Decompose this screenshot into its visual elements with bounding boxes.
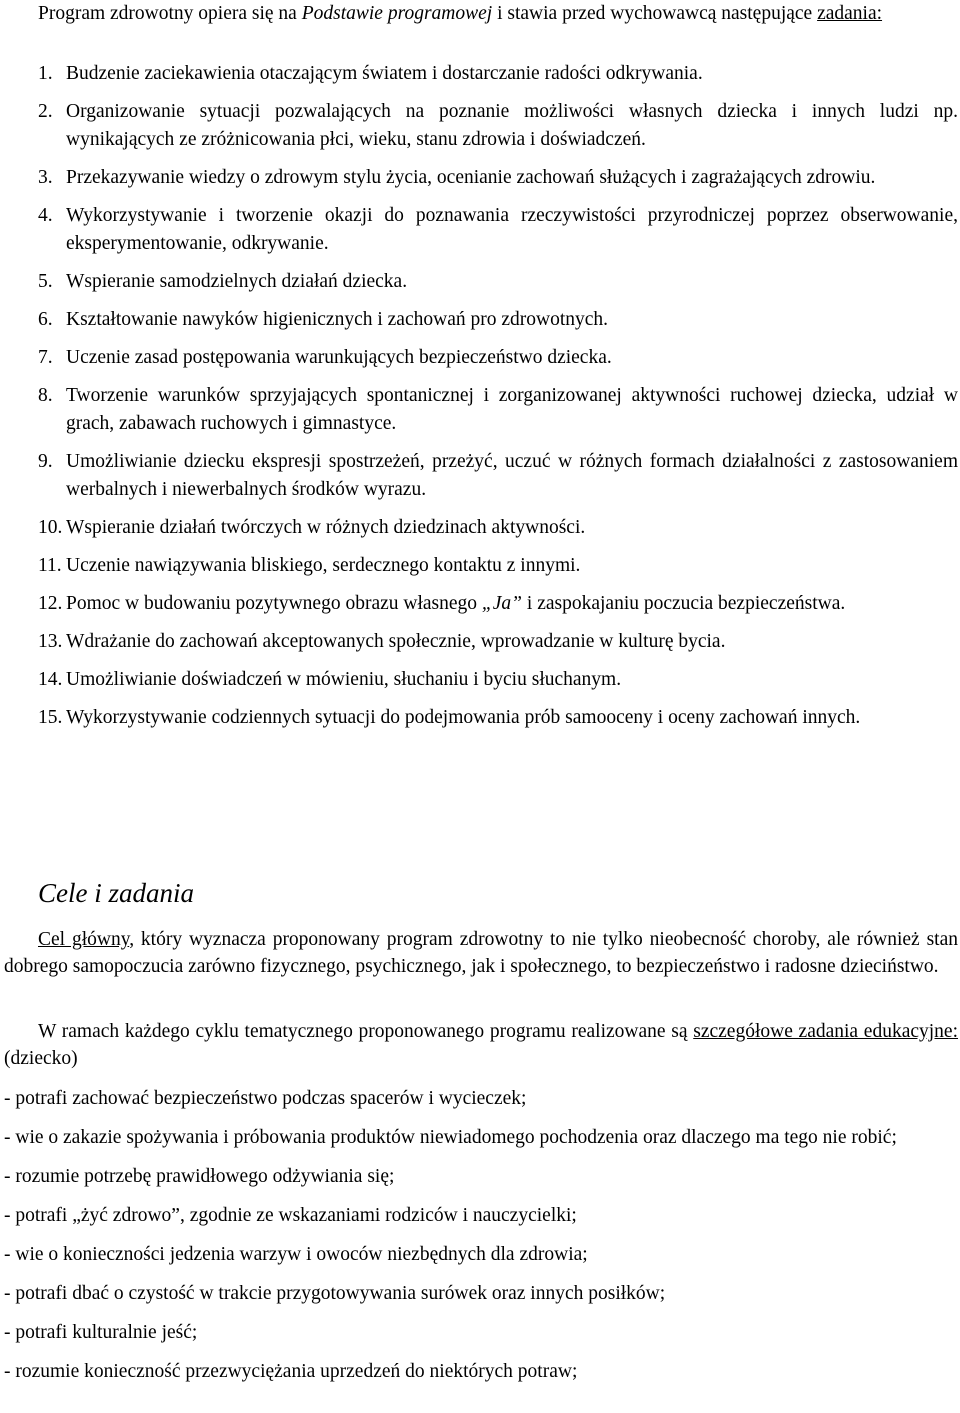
list-item — [38, 382, 958, 438]
list-item: - rozumie potrzebę prawidłowego odżywiania się; — [4, 1166, 395, 1187]
list-item: - wie o zakazie spożywania i próbowania produktów niewiadomego pochodzenia oraz dlaczego ma tego nie robić; — [4, 1127, 897, 1148]
list-item — [38, 514, 958, 542]
list-item: - potrafi zachować bezpieczeństwo podczas spacerów i wycieczek; — [4, 1088, 527, 1109]
list-item — [38, 552, 958, 580]
intro-underlined: zadania: — [817, 3, 883, 24]
item-text: Pomoc w budowaniu pozytywnego obrazu własnego — [66, 593, 482, 614]
intro-text-middle: i stawia przed wychowawcą następujące — [492, 3, 818, 24]
list-item — [38, 164, 958, 192]
item-number: 4. — [38, 205, 53, 226]
list-item — [38, 704, 958, 732]
item-number: 14. — [38, 669, 63, 690]
main-goal-paragraph — [4, 926, 958, 980]
list-item — [38, 448, 958, 504]
detailed-underlined: szczegółowe zadania edukacyjne: — [693, 1021, 959, 1042]
list-item: - potrafi kulturalnie jeść; — [4, 1322, 198, 1343]
item-number: 5. — [38, 271, 53, 292]
list-item — [38, 344, 958, 372]
goals-list — [4, 1085, 958, 1397]
item-number: 9. — [38, 451, 53, 472]
item-text: Wspieranie samodzielnych działań dziecka. — [66, 271, 408, 292]
item-number: 2. — [38, 101, 53, 122]
item-text: Przekazywanie wiedzy o zdrowym stylu życia, ocenianie zachowań służących i zagrażających zdrowiu. — [66, 167, 876, 188]
list-item — [38, 590, 958, 618]
item-text: Organizowanie sytuacji pozwalających na poznanie możliwości własnych dziecka i innych ludzi np. wynikających ze zróżnicowania płci, wieku, stanu zdrowia i doświadczeń. — [66, 101, 958, 150]
item-text: Kształtowanie nawyków higienicznych i zachowań pro zdrowotnych. — [66, 309, 609, 330]
item-number: 12. — [38, 593, 63, 614]
list-item — [38, 202, 958, 258]
list-item: - rozumie konieczność przezwyciężania uprzedzeń do niektórych potraw; — [4, 1361, 578, 1382]
intro-paragraph — [38, 0, 958, 28]
main-goal-label: Cel główny — [38, 929, 130, 950]
item-text-after: i zaspokajaniu poczucia bezpieczeństwa. — [522, 593, 846, 614]
item-number: 11. — [38, 555, 62, 576]
item-text: Umożliwianie doświadczeń w mówieniu, słuchaniu i byciu słuchanym. — [66, 669, 622, 690]
item-text: Uczenie nawiązywania bliskiego, serdecznego kontaktu z innymi. — [66, 555, 581, 576]
item-text: Budzenie zaciekawienia otaczającym światem i dostarczanie radości odkrywania. — [66, 63, 703, 84]
detailed-text-end: (dziecko) — [4, 1048, 78, 1069]
list-item — [38, 666, 958, 694]
item-text: Wspieranie działań twórczych w różnych dziedzinach aktywności. — [66, 517, 586, 538]
list-item: - potrafi „żyć zdrowo”, zgodnie ze wskazaniami rodziców i nauczycielki; — [4, 1205, 577, 1226]
item-number: 7. — [38, 347, 53, 368]
task-list — [38, 60, 958, 742]
item-text: Wykorzystywanie codziennych sytuacji do podejmowania prób samooceny i oceny zachowań innych. — [66, 707, 861, 728]
item-text: Wykorzystywanie i tworzenie okazji do poznawania rzeczywistości przyrodniczej poprzez obserwowanie, eksperymentowanie, odkrywanie. — [66, 205, 958, 254]
list-item — [38, 306, 958, 334]
intro-italic: Podstawie programowej — [301, 3, 493, 24]
list-item — [38, 268, 958, 296]
item-number: 6. — [38, 309, 53, 330]
section-heading: Cele i zadania — [38, 878, 194, 908]
item-number: 1. — [38, 63, 53, 84]
item-text: Umożliwianie dziecku ekspresji spostrzeżeń, przeżyć, uczuć w różnych formach działalności z zastosowaniem werbalnych i niewerbalnych środków wyrazu. — [66, 451, 958, 500]
item-text: Uczenie zasad postępowania warunkujących bezpieczeństwo dziecka. — [66, 347, 612, 368]
item-number: 15. — [38, 707, 63, 728]
item-text: Wdrażanie do zachowań akceptowanych społecznie, wprowadzanie w kulturę bycia. — [66, 631, 726, 652]
list-item: - potrafi dbać o czystość w trakcie przygotowywania surówek oraz innych posiłków; — [4, 1283, 666, 1304]
list-item — [38, 98, 958, 154]
item-italic-ja: „Ja” — [481, 593, 523, 614]
list-item — [38, 628, 958, 656]
item-number: 8. — [38, 385, 53, 406]
list-item — [38, 60, 958, 88]
list-item: - wie o konieczności jedzenia warzyw i owoców niezbędnych dla zdrowia; — [4, 1244, 588, 1265]
intro-text-start: Program zdrowotny opiera się na — [38, 3, 302, 24]
item-text: Tworzenie warunków sprzyjających spontanicznej i zorganizowanej aktywności ruchowej dziecka, udział w grach, zabawach ruchowych i gimnastyce. — [66, 385, 958, 434]
detailed-tasks-paragraph — [4, 1018, 958, 1072]
item-number: 10. — [38, 517, 63, 538]
item-number: 13. — [38, 631, 63, 652]
item-number: 3. — [38, 167, 53, 188]
detailed-text-start: W ramach każdego cyklu tematycznego proponowanego programu realizowane są — [38, 1021, 694, 1042]
main-goal-text: , który wyznacza proponowany program zdrowotny to nie tylko nieobecność choroby, ale również stan dobrego samopoczucia zarówno fizycznego, psychicznego, jak i społecznego, to bezpieczeństwo i radosne dzieciństwo. — [4, 929, 958, 977]
